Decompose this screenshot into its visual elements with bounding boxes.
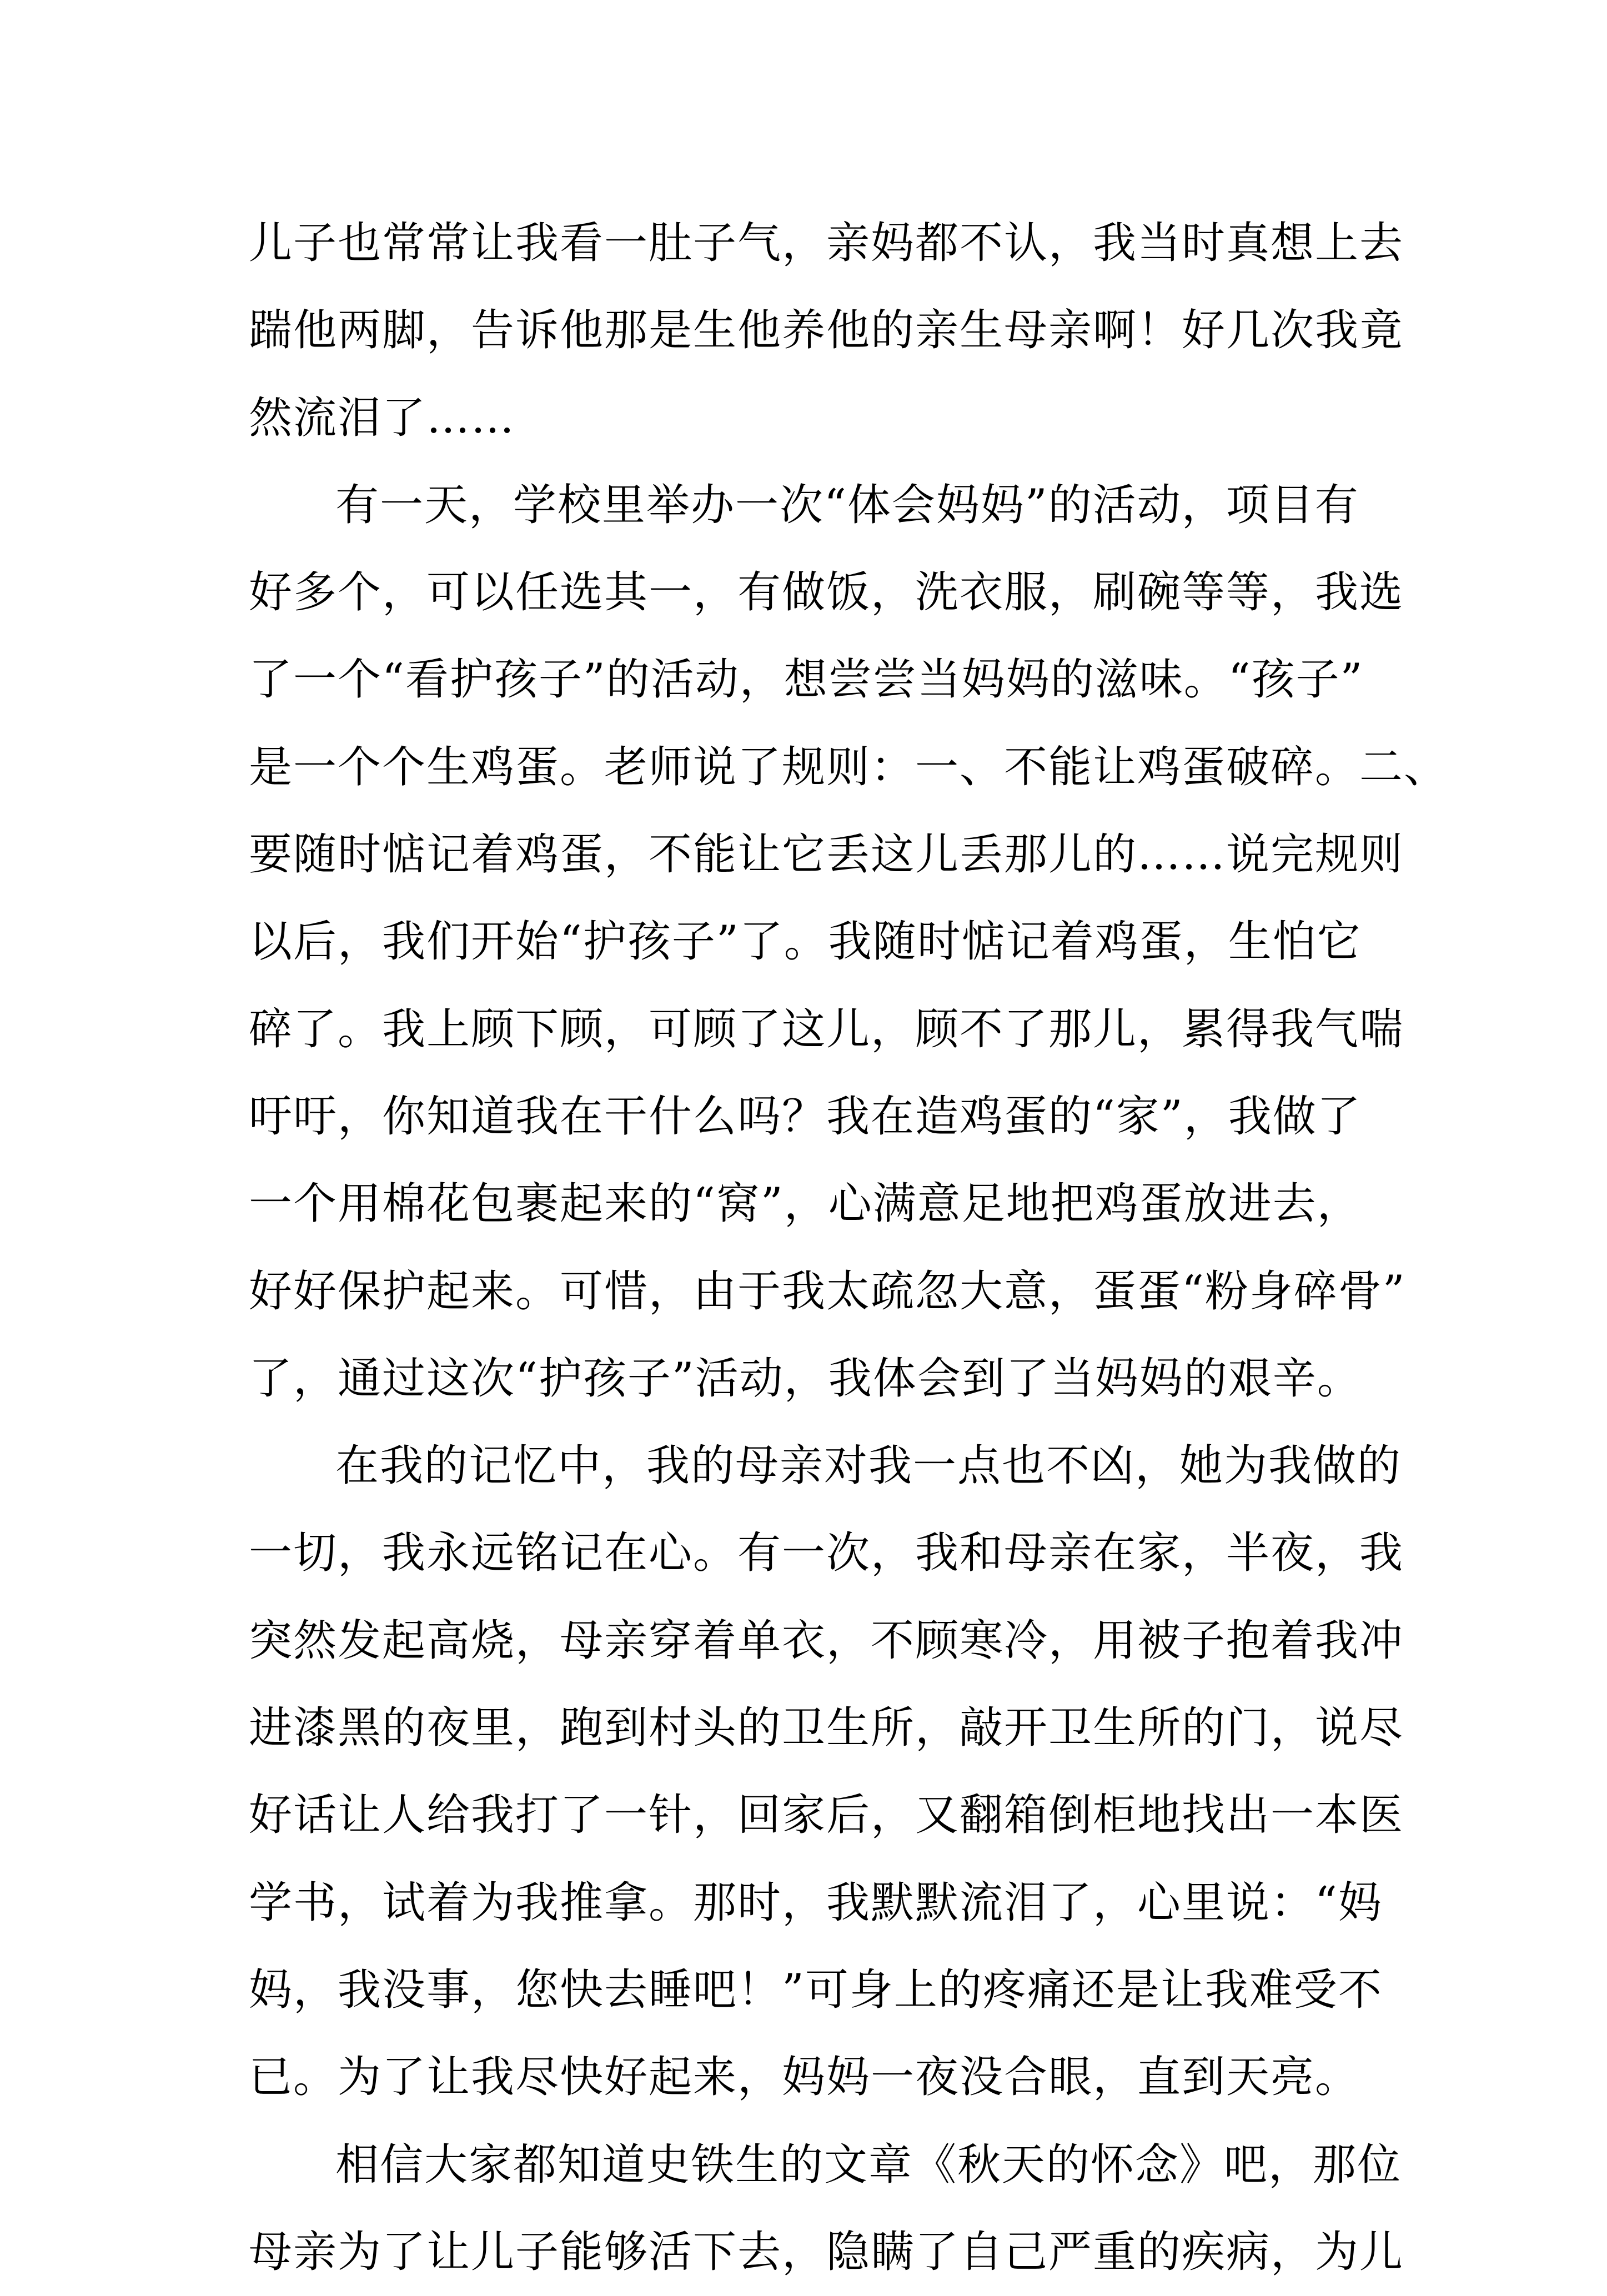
text-line: 碎了。我上顾下顾，可顾了这儿，顾不了那儿，累得我气喘 bbox=[249, 1004, 1404, 1054]
text-line: 儿子也常常让我看一肚子气，亲妈都不认，我当时真想上去 bbox=[249, 218, 1404, 268]
paragraph-first-line: 有一天，学校里举办一次“体会妈妈”的活动，项目有 bbox=[335, 480, 1359, 530]
text-line: 母亲为了让儿子能够活下去，隐瞒了自己严重的疾病，为儿 bbox=[249, 2227, 1404, 2277]
paragraph-first-line: 在我的记忆中，我的母亲对我一点也不凶，她为我做的 bbox=[335, 1441, 1402, 1491]
text-line: 了，通过这次“护孩子”活动，我体会到了当妈妈的艰辛。 bbox=[249, 1353, 1362, 1404]
text-line: 已。为了让我尽快好起来，妈妈一夜没合眼，直到天亮。 bbox=[249, 2052, 1360, 2103]
text-line: 吁吁，你知道我在干什么吗？我在造鸡蛋的“家”，我做了 bbox=[249, 1091, 1362, 1142]
text-line: 以后，我们开始“护孩子”了。我随时惦记着鸡蛋，生怕它 bbox=[249, 917, 1362, 967]
text-line: 好好保护起来。可惜，由于我太疏忽大意，蛋蛋“粉身碎骨” bbox=[249, 1266, 1406, 1317]
text-line: 学书，试着为我推拿。那时，我默默流泪了，心里说：“妈 bbox=[249, 1877, 1383, 1928]
text-line: 了一个“看护孩子”的活动，想尝尝当妈妈的滋味。“孩子” bbox=[249, 655, 1364, 705]
text-line: 要随时惦记着鸡蛋，不能让它丢这儿丢那儿的……说完规则 bbox=[249, 830, 1404, 880]
text-line: 进漆黑的夜里，跑到村头的卫生所，敲开卫生所的门，说尽 bbox=[249, 1703, 1404, 1754]
text-line: 一个用棉花包裹起来的“窝”，心满意足地把鸡蛋放进去， bbox=[249, 1179, 1362, 1229]
text-line: 好多个，可以任选其一，有做饭，洗衣服，刷碗等等，我选 bbox=[249, 567, 1404, 618]
text-line: 踹他两脚，告诉他那是生他养他的亲生母亲啊！好几次我竟 bbox=[249, 305, 1404, 356]
text-line: 一切，我永远铭记在心。有一次，我和母亲在家，半夜，我 bbox=[249, 1528, 1404, 1579]
text-line: 是一个个生鸡蛋。老师说了规则：一、不能让鸡蛋破碎。二、 bbox=[249, 742, 1449, 792]
text-line: 妈，我没事，您快去睡吧！”可身上的疼痛还是让我难受不 bbox=[249, 1965, 1383, 2015]
paragraph-first-line: 相信大家都知道史铁生的文章《秋天的怀念》吧，那位 bbox=[335, 2139, 1402, 2190]
text-line: 然流泪了…… bbox=[249, 393, 516, 443]
text-line: 好话让人给我打了一针，回家后，又翻箱倒柜地找出一本医 bbox=[249, 1790, 1404, 1841]
text-line: 突然发起高烧，母亲穿着单衣，不顾寒冷，用被子抱着我冲 bbox=[249, 1615, 1404, 1666]
body-text bbox=[249, 200, 1449, 2296]
